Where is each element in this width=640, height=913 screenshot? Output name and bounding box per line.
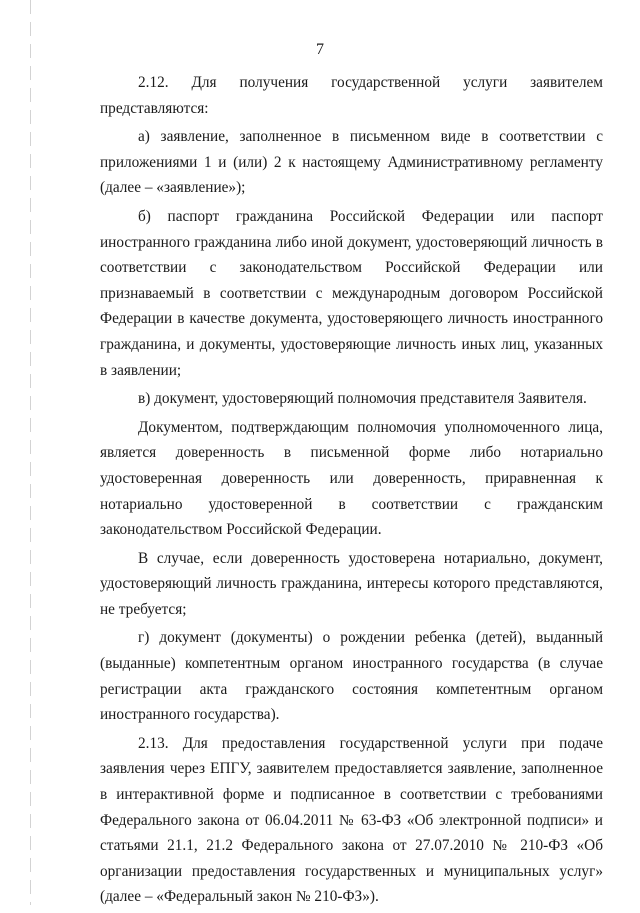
paragraph-item-v: в) документ, удостоверяющий полномочия представителя Заявителя.	[138, 390, 587, 408]
scan-edge-line	[30, 0, 31, 905]
paragraph-notarized-case: В случае, если доверенность удостоверена нотариально, документ, удостоверяющий личность гражданина, интересы которого представляются, не требуется;	[100, 549, 603, 618]
paragraph-item-b: б) паспорт гражданина Российской Федерации или паспорт иностранного гражданина либо иной документ, удостоверяющий личность в соответствии с законодательством Российской Федерации или признаваемый в соответствии с международным договором Российской Федерации в качестве документа, удостоверяющего личность иностранного гражданина, и документы, удостоверяющие личность иных лиц, указанных в заявлении;	[100, 207, 603, 379]
document-body	[100, 70, 603, 913]
paragraph-power-of-attorney: Документом, подтверждающим полномочия уполномоченного лица, является доверенность в письменной форме либо нотариально удостоверенная доверенность или доверенность, приравненная к нотариально удостоверенной в соответствии с гражданским законодательством Российской Федерации.	[100, 418, 603, 539]
paragraph-2-13: 2.13. Для предоставления государственной услуги при подаче заявления через ЕПГУ, заявителем предоставляется заявление, заполненное в интерактивной форме и подписанное в соответствии с требованиями Федерального закона от 06.04.2011 № 63-ФЗ «Об электронной подписи» и статьями 21.1, 21.2 Федерального закона от 27.07.2010 № 210-ФЗ «Об организации предоставления государственных и муниципальных услуг» (далее – «Федеральный закон № 210-ФЗ»).	[100, 734, 603, 906]
paragraph-item-g: г) документ (документы) о рождении ребенка (детей), выданный (выданные) компетентным органом иностранного государства (в случае регистрации акта гражданского состояния компетентным органом иностранного государства).	[100, 629, 603, 724]
paragraph-2-12: 2.12. Для получения государственной услуги заявителем представляются:	[100, 74, 603, 117]
page-number: 7	[316, 41, 324, 58]
paragraph-item-a: а) заявление, заполненное в письменном виде в соответствии с приложениями 1 и (или) 2 к настоящему Административному регламенту (далее – «заявление»);	[100, 128, 603, 197]
